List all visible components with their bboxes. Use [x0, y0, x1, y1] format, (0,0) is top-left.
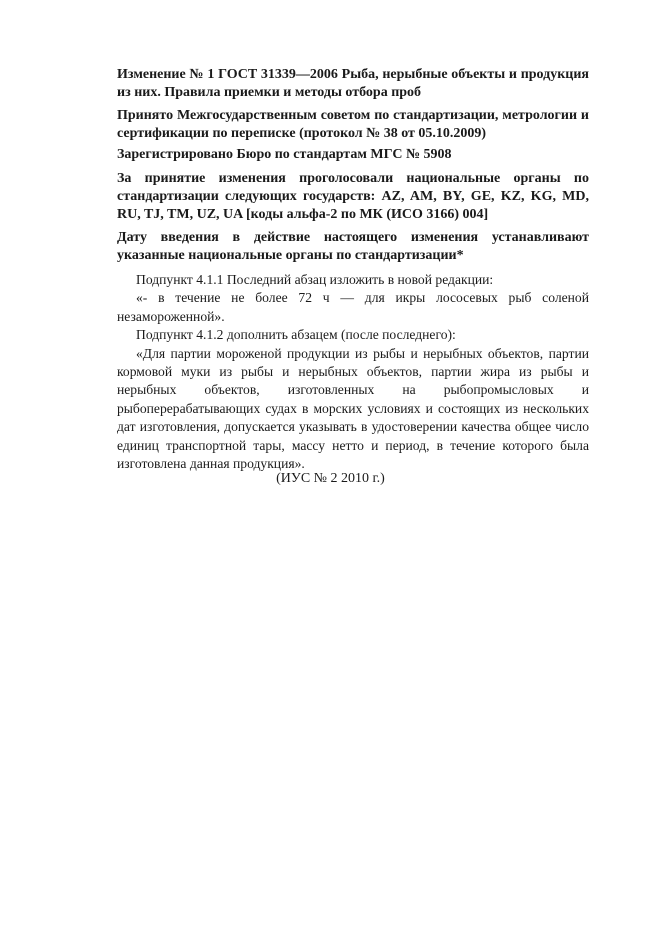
voting-statement: За принятие изменения проголосовали национальные органы по стандартизации следующих государств: AZ, AM, BY, GE, KZ, KG, MD, RU, TJ, TM, UZ, UA [коды альфа-2 по МК (ИСО 3166) 004]	[117, 171, 589, 222]
source-reference: (ИУС № 2 2010 г.)	[276, 471, 385, 486]
body-paragraph: Подпункт 4.1.2 дополнить абзацем (после последнего):	[136, 327, 456, 343]
change-title: Изменение № 1 ГОСТ 31339—2006 Рыба, нерыбные объекты и продукция из них. Правила приемки и методы отбора проб	[117, 67, 589, 100]
registration-statement: Зарегистрировано Бюро по стандартам МГС № 5908	[117, 147, 452, 162]
body-paragraph: «Для партии мороженой продукции из рыбы и нерыбных объектов, партии кормовой муки из рыбы и нерыбных объектов, партии жира из рыбы и нерыбных объектов, изготовленных на рыбопромысловых и рыбоперерабатывающих судах в морских условиях и состоящих из нескольких дат изготовления, допускается указывать в удостоверении качества общее число единиц транспортной тары, массу нетто и период, в течение которого была изготовлена данная продукция».	[117, 345, 589, 472]
body-paragraph: «- в течение не более 72 ч — для икры лососевых рыб соленой незамороженной».	[117, 290, 589, 324]
amendment-body	[117, 271, 589, 473]
adopted-statement: Принято Межгосударственным советом по стандартизации, метрологии и сертификации по переписке (протокол № 38 от 05.10.2009)	[117, 108, 589, 141]
body-paragraph: Подпункт 4.1.1 Последний абзац изложить в новой редакции:	[136, 272, 494, 287]
effective-date-statement: Дату введения в действие настоящего изменения устанавливают указанные национальные органы по стандартизации*	[117, 230, 589, 263]
